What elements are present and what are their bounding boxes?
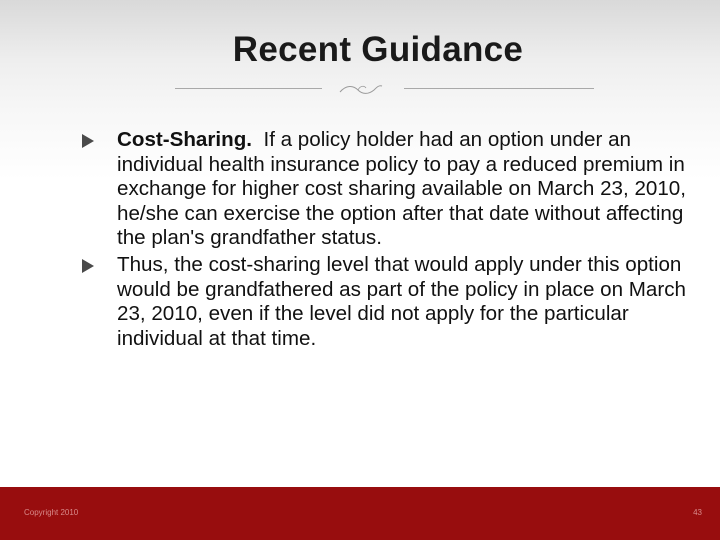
copyright-notice: Copyright 2010 bbox=[24, 508, 79, 517]
bullet-list bbox=[80, 128, 700, 353]
slide-title: Recent Guidance bbox=[232, 30, 524, 69]
bullet-text: Thus, the cost-sharing level that would apply under this option would be grandfathered as part of the policy in place on March 23, 2010, even if the level did not apply for the particular individual at that time. bbox=[117, 252, 686, 350]
triangle-bullet-icon bbox=[82, 134, 94, 148]
triangle-bullet-icon bbox=[82, 259, 94, 273]
bullet-text: If a policy holder had an option under an individual health insurance policy to pay a reduced premium in exchange for higher cost sharing available on March 23, 2010, he/she can exercise the option after that date without affecting the plan's grandfather status. bbox=[117, 128, 686, 250]
page-number: 43 bbox=[693, 508, 702, 517]
bullet-lead: Cost-Sharing. bbox=[117, 128, 253, 151]
title-divider bbox=[0, 80, 720, 102]
footer-bar bbox=[0, 487, 720, 540]
flourish-ornament-icon bbox=[340, 86, 382, 94]
bullet-cost-sharing bbox=[80, 128, 700, 251]
bullet-thus bbox=[80, 253, 700, 351]
